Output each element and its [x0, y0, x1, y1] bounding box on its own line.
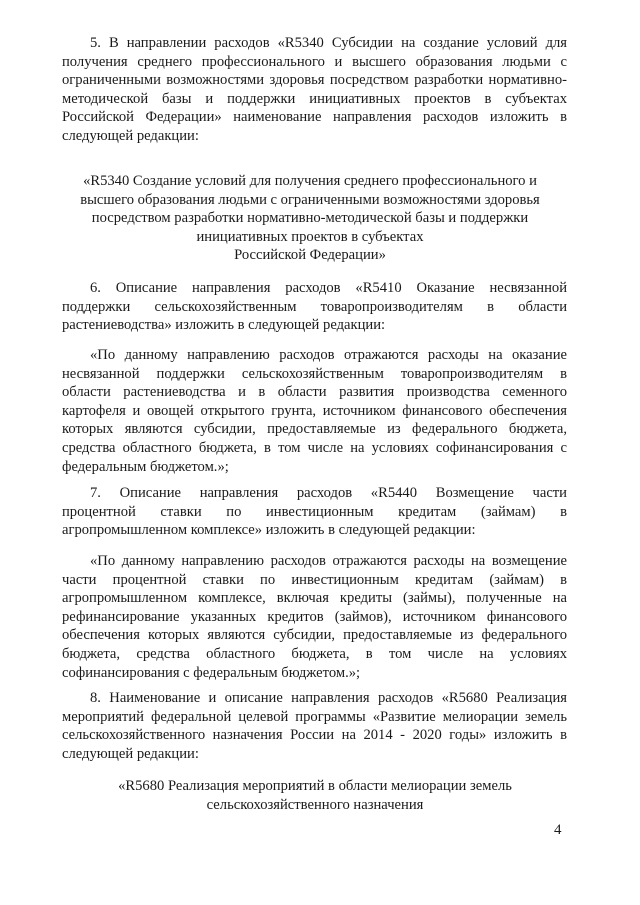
- text-line: области растениеводства и в области развития производства семенного: [62, 384, 567, 401]
- quote-8: [90, 777, 540, 814]
- text-line: Российской Федерации» наименование направления расходов изложить в: [62, 109, 567, 126]
- quote-5: [60, 172, 560, 265]
- text-line: 8. Наименование и описание направления расходов «R5680 Реализация: [90, 690, 567, 706]
- paragraph-5: [62, 34, 567, 146]
- text-line: поддержки сельскохозяйственным товаропроизводителям в области: [62, 298, 567, 315]
- text-line: ограниченными возможностями здоровья посредством разработки нормативно-: [62, 72, 567, 89]
- text-line: софинансирования с федеральным бюджетом.»;: [62, 664, 361, 681]
- page-number: 4: [554, 822, 562, 838]
- text-line: бюджета, средства областного бюджета, в том числе на условиях: [62, 645, 567, 662]
- paragraph-8: [62, 689, 567, 763]
- paragraph-7: [62, 484, 567, 540]
- text-line: обеспечения которых являются субсидии, предоставляемые из федерального: [62, 627, 567, 644]
- text-line: получения среднего профессионального и высшего образования людьми с: [62, 53, 567, 70]
- text-line: агропромышленном комплексе, включая кредиты (займы), полученные на: [62, 590, 567, 607]
- quote-6: [62, 346, 567, 476]
- text-line: следующей редакции:: [62, 127, 199, 144]
- text-line: агропромышленном комплексе» изложить в следующей редакции:: [62, 522, 476, 539]
- text-line: сельскохозяйственного назначения России на 2014 - 2020 годы» изложить в: [62, 727, 567, 744]
- text-line: картофеля и овощей открытого грунта, источником финансового обеспечения: [62, 402, 567, 419]
- text-line: федеральным бюджетом.»;: [62, 458, 229, 475]
- text-line: рефинансирование указанных кредитов (займов), источником финансового: [62, 608, 567, 625]
- text-line: процентной ставки по инвестиционным кредитам (займам) в: [62, 503, 567, 520]
- paragraph-6: [62, 279, 567, 335]
- text-line: следующей редакции:: [62, 745, 199, 762]
- text-line: 6. Описание направления расходов «R5410 Оказание несвязанной: [90, 280, 567, 296]
- text-line: инициативных проектов в субъектах: [196, 228, 424, 245]
- text-line: растениеводства» изложить в следующей редакции:: [62, 317, 386, 334]
- text-line: «R5680 Реализация мероприятий в области мелиорации земель: [118, 778, 512, 794]
- text-line: 7. Описание направления расходов «R5440 Возмещение части: [90, 485, 567, 501]
- text-line: несвязанной поддержки сельскохозяйственным товаропроизводителям в: [62, 365, 567, 382]
- text-line: посредством разработки нормативно-методической базы и поддержки: [91, 210, 529, 227]
- text-line: «По данному направлению расходов отражаются расходы на возмещение: [90, 553, 567, 569]
- text-line: Российской Федерации»: [234, 247, 386, 264]
- text-line: «R5340 Создание условий для получения среднего профессионального и: [83, 173, 537, 189]
- quote-7: [62, 552, 567, 682]
- text-line: высшего образования людьми с ограниченными возможностями здоровья: [80, 191, 540, 208]
- text-line: которых являются субсидии, предоставляемые из федерального бюджета,: [62, 421, 567, 438]
- text-line: части процентной ставки по инвестиционным кредитам (займам) в: [62, 571, 567, 588]
- text-line: методической базы и поддержки инициативных проектов в субъектах: [62, 90, 567, 107]
- text-line: сельскохозяйственного назначения: [206, 796, 424, 813]
- text-line: мероприятий федеральной целевой программы «Развитие мелиорации земель: [62, 708, 567, 725]
- text-line: «По данному направлению расходов отражаются расходы на оказание: [90, 347, 567, 363]
- text-line: 5. В направлении расходов «R5340 Субсидии на создание условий для: [90, 35, 567, 51]
- text-line: средства областного бюджета, в том числе на условиях софинансирования с: [62, 439, 567, 456]
